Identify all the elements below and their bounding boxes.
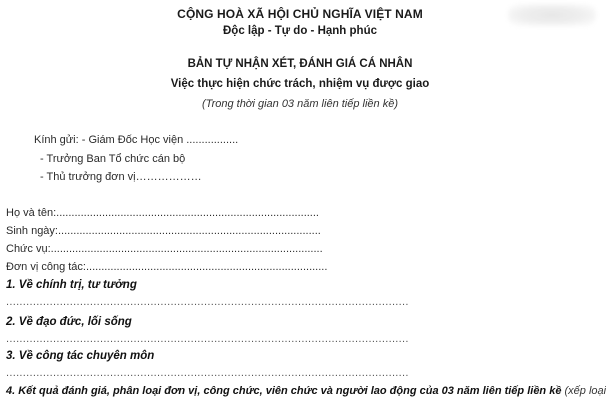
- field-work-unit: Đơn vị công tác:...............................................................................: [6, 261, 328, 273]
- document-title: BẢN TỰ NHẬN XÉT, ĐÁNH GIÁ CÁ NHÂN: [187, 58, 413, 70]
- section-1-heading: 1. Về chính trị, tư tưởng: [6, 279, 137, 291]
- section-4-heading: [6, 385, 606, 397]
- national-title: CỘNG HOÀ XÃ HỘI CHỦ NGHĨA VIỆT NAM: [177, 7, 423, 21]
- field-full-name: Họ và tên:......................................................................................: [6, 207, 319, 219]
- recipient-line-2: - Trưởng Ban Tổ chức cán bộ: [40, 153, 186, 165]
- document-subtitle: Việc thực hiện chức trách, nhiệm vụ được giao: [170, 78, 430, 90]
- national-motto: Độc lập - Tự do - Hạnh phúc: [223, 25, 377, 37]
- document-period-note: (Trong thời gian 03 năm liên tiếp liền kề): [202, 98, 398, 110]
- section-4-tail: (xếp loại: [561, 385, 606, 397]
- section-1-dotline: ........................................................................................................................: [6, 296, 409, 308]
- field-position: Chức vụ:.........................................................................................: [6, 243, 323, 255]
- field-date-of-birth: Sinh ngày:......................................................................................: [6, 225, 321, 237]
- recipient-line-3: - Thủ trưởng đơn vị………………: [40, 171, 202, 183]
- section-4-text: 4. Kết quả đánh giá, phân loại đơn vị, công chức, viên chức và người lao động của 03 năm liên tiếp liền kề: [6, 385, 562, 397]
- section-2-dotline: ........................................................................................................................: [6, 333, 409, 345]
- section-2-heading: 2. Về đạo đức, lối sống: [6, 316, 132, 328]
- section-3-dotline: ........................................................................................................................: [6, 367, 409, 379]
- section-3-heading: 3. Về công tác chuyên môn: [6, 350, 155, 362]
- recipient-line-1: Kính gửi: - Giám Đốc Học viện .................: [34, 134, 239, 146]
